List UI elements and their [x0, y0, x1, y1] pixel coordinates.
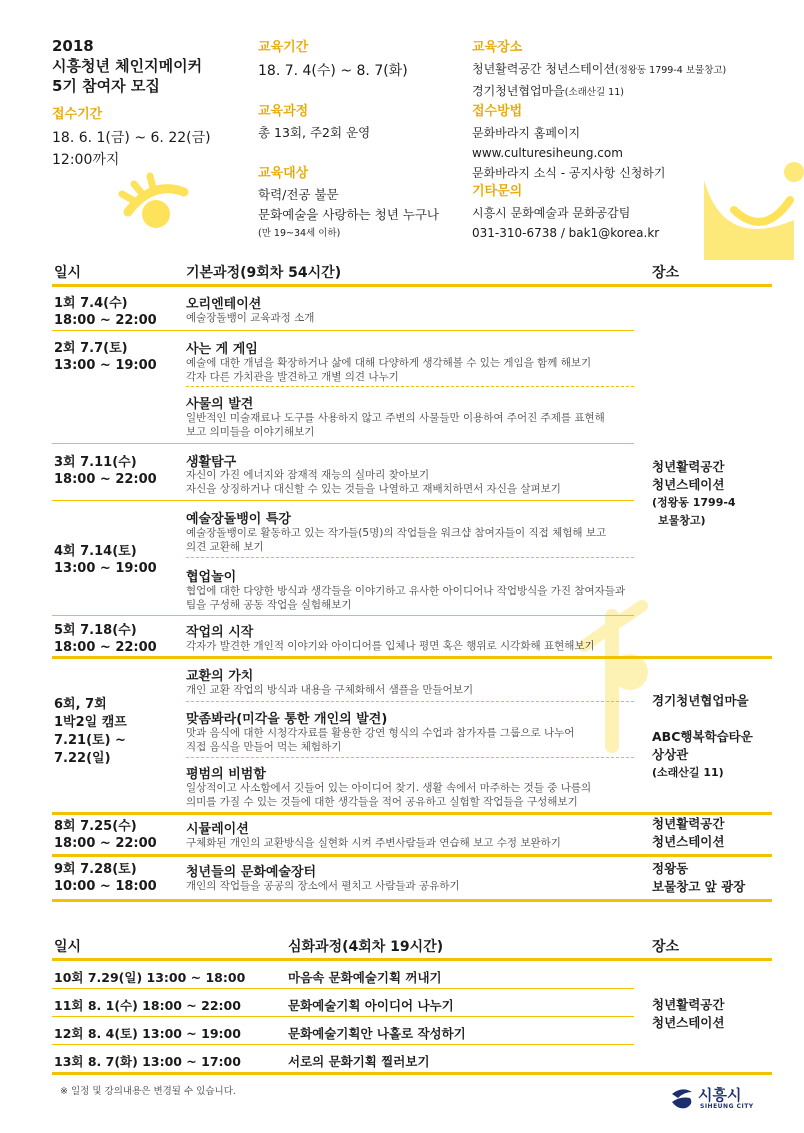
session-4-date: [54, 543, 157, 577]
basic-bottom-rule: [52, 899, 772, 902]
place-youth-station: [652, 458, 736, 530]
apply-method-label: 접수방법: [472, 104, 523, 119]
session-4-desc: [186, 526, 606, 554]
adv-place-line1: 청년활력공간: [652, 997, 725, 1012]
session-9-time: 10:00 ~ 18:00: [54, 879, 157, 894]
session-5-title: 작업의 시작: [186, 625, 254, 640]
place-2-line2: ABC행복학습타운: [652, 729, 753, 744]
edu-target-age: (만 19~34세 이하): [258, 228, 341, 239]
basic-col-place: 장소: [652, 265, 680, 281]
adv-session-11-title: 문화예술기획 아이디어 나누기: [288, 998, 454, 1013]
reception-label: 접수기간: [52, 107, 103, 122]
adv-session-13-title: 서로의 문화기획 찔러보기: [288, 1054, 430, 1069]
inquiry-label: 기타문의: [472, 184, 523, 199]
session-4b-desc-line1: 협업에 대한 다양한 방식과 생각들을 이야기하고 유사한 아이디어나 작업방식을 가진 참여자들과: [186, 585, 626, 597]
session-3-day: 3회 7.11(수): [54, 455, 137, 470]
session-6-desc: 개인 교환 작업의 방식과 내용을 구체화해서 샘플을 만들어보기: [186, 684, 474, 696]
session-8-day: 8회 7.25(수): [54, 819, 137, 834]
advanced-col-date: 일시: [54, 939, 82, 955]
session-4-time: 13:00 ~ 19:00: [54, 561, 157, 576]
section-divider: [52, 656, 772, 659]
session-6c-desc-line1: 일상적이고 사소함에서 깃들어 있는 아이디어 찾기. 생활 속에서 마주하는 것들 중 나름의: [186, 782, 592, 794]
session-4-day: 4회 7.14(토): [54, 544, 137, 559]
adv-session-11-date: 11회 8. 1(수) 18:00 ~ 22:00: [54, 998, 241, 1013]
sub-divider: [186, 557, 634, 558]
apply-method: [472, 100, 665, 183]
session-2-desc-line2: 각자 다른 가치관을 발견하고 개별 의견 나누기: [186, 371, 399, 383]
advanced-header-rule: [52, 958, 772, 961]
session-1-day: 1회 7.4(수): [54, 296, 128, 311]
row-divider: [52, 500, 634, 501]
session-4-desc-line2: 의견 교환해 보기: [186, 541, 264, 553]
edu-place-2-addr: (소래산길 11): [564, 87, 624, 98]
row-divider: [52, 330, 634, 331]
poster-title: [52, 36, 202, 96]
edu-place-label: 교육장소: [472, 40, 523, 55]
session-2-time: 13:00 ~ 19:00: [54, 358, 157, 373]
inquiry-line1: 시흥시 문화예술과 문화공감팀: [472, 206, 631, 220]
section-divider: [52, 854, 772, 857]
session-2b-desc: [186, 411, 605, 439]
session-6b-title: 맞좀봐라(미각을 통한 개인의 발견): [186, 712, 388, 727]
place-4-line2: 보물창고 앞 광장: [652, 879, 746, 894]
logo-text: 시흥시: [698, 1086, 742, 1104]
advanced-bottom-rule: [52, 1072, 772, 1075]
edu-course-label: 교육과정: [258, 104, 309, 119]
session-2-desc-line1: 예술에 대한 개념을 확장하거나 삶에 대해 다양하게 생각해볼 수 있는 게임을 함께 해보기: [186, 357, 592, 369]
session-2-title: 사는 게 게임: [186, 342, 258, 357]
place-4-line1: 정왕동: [652, 861, 689, 876]
basic-col-course: 기본과정(9회차 54시간): [186, 265, 342, 281]
smile-deco-icon: [694, 150, 804, 260]
place-1-line2: 청년스테이션: [652, 477, 725, 492]
session-9-date: [54, 861, 157, 895]
reception-deadline: 12:00까지: [52, 152, 120, 168]
edu-place-1: 청년활력공간 청년스테이션: [472, 62, 615, 76]
adv-place-line2: 청년스테이션: [652, 1015, 725, 1030]
edu-period-label: 교육기간: [258, 40, 309, 55]
title-program: 시흥청년 체인지메이커: [52, 57, 203, 75]
session-8-title: 시뮬레이션: [186, 822, 249, 837]
session-9-desc: 개인의 작업들을 공공의 장소에서 펼치고 사람들과 공유하기: [186, 880, 460, 892]
apply-method-line1: 문화바라지 홈페이지: [472, 126, 581, 140]
advanced-col-place: 장소: [652, 939, 680, 955]
place-2-line3: 상상관: [652, 747, 689, 762]
inquiry: [472, 180, 659, 243]
session-5-day: 5회 7.18(수): [54, 623, 137, 638]
session-4b-title: 협업놀이: [186, 570, 237, 585]
session-2b-desc-line2: 보고 의미들을 이야기해보기: [186, 426, 315, 438]
title-year: 2018: [52, 37, 94, 55]
edu-target-label: 교육대상: [258, 166, 309, 181]
edu-course: [258, 100, 370, 143]
session-6-7-end: 7.22(일): [54, 751, 111, 766]
place-cooperation-village: [652, 692, 753, 782]
title-recruit: 5기 참여자 모집: [52, 77, 160, 95]
apply-method-url: www.culturesiheung.com: [472, 146, 623, 160]
adv-session-12-title: 문화예술기획안 나홀로 작성하기: [288, 1026, 466, 1041]
session-9-title: 청년들의 문화예술장터: [186, 865, 317, 880]
row-divider: [52, 615, 634, 616]
adv-session-10-title: 마음속 문화예술기획 꺼내기: [288, 970, 442, 985]
eye-deco-icon: [118, 172, 202, 244]
session-5-desc: 각자가 발견한 개인적 이야기와 아이디어를 입체나 평면 혹은 행위로 시각화해 표현해보기: [186, 640, 595, 652]
session-6c-desc: [186, 781, 591, 809]
adv-session-12-date: 12회 8. 4(토) 13:00 ~ 19:00: [54, 1026, 241, 1041]
adv-session-10-date: 10회 7.29(일) 13:00 ~ 18:00: [54, 970, 246, 985]
session-3-title: 생활탐구: [186, 455, 237, 470]
session-6b-desc: [186, 726, 574, 754]
schedule-change-note: ※ 일정 및 강의내용은 변경될 수 있습니다.: [60, 1086, 236, 1097]
session-2b-title: 사물의 발견: [186, 397, 254, 412]
basic-col-date: 일시: [54, 265, 82, 281]
session-8-time: 18:00 ~ 22:00: [54, 836, 157, 851]
edu-place-2: 경기청년협업마을: [472, 84, 565, 98]
place-youth-station-2: [652, 815, 724, 851]
place-1-line4: 보물창고): [658, 514, 706, 527]
inquiry-contact: 031-310-6738 / bak1@korea.kr: [472, 226, 660, 240]
session-1-title: 오리엔테이션: [186, 297, 262, 312]
place-1-line1: 청년활력공간: [652, 459, 725, 474]
session-5-time: 18:00 ~ 22:00: [54, 640, 157, 655]
place-1-line3: (정왕동 1799-4: [652, 496, 736, 509]
session-3-desc-line2: 자신을 상징하거나 대신할 수 있는 것들을 나열하고 재배치하면서 자신을 살펴보기: [186, 483, 561, 495]
session-2-desc: [186, 356, 591, 384]
session-5-date: [54, 622, 157, 656]
session-6-7-start: 7.21(토) ~: [54, 733, 126, 748]
session-1-time: 18:00 ~ 22:00: [54, 313, 157, 328]
sub-divider: [186, 701, 634, 702]
row-divider: [52, 1044, 634, 1045]
adv-session-13-date: 13회 8. 7(화) 13:00 ~ 17:00: [54, 1054, 241, 1069]
session-3-desc: [186, 468, 561, 496]
session-6-7-date: [54, 696, 127, 768]
session-6b-desc-line1: 맛과 음식에 대한 시청각자료를 활용한 강연 형식의 수업과 참가자를 그룹으로 나누어: [186, 727, 575, 739]
sub-divider: [186, 386, 634, 387]
session-6-7-camp: 1박2일 캠프: [54, 715, 127, 730]
basic-header-rule: [52, 284, 772, 287]
place-plaza: [652, 860, 745, 896]
place-3-line1: 청년활력공간: [652, 816, 725, 831]
session-4-desc-line1: 예술장돌뱅이로 활동하고 있는 작가들(5명)의 작업들을 워크샵 참여자들이 직접 체험해 보고: [186, 527, 607, 539]
edu-period: [258, 36, 408, 81]
advanced-col-course: 심화과정(4회차 19시간): [288, 939, 444, 955]
session-3-time: 18:00 ~ 22:00: [54, 472, 157, 487]
session-6c-title: 평범의 비범함: [186, 767, 266, 782]
edu-target-line1: 학력/전공 불문: [258, 187, 339, 202]
session-2b-desc-line1: 일반적인 미술재료나 도구를 사용하지 않고 주변의 사물들만 이용하여 주어진 주제를 표현해: [186, 412, 605, 424]
session-1-date: [54, 295, 157, 329]
logo-subtext: SIHEUNG CITY: [700, 1103, 754, 1110]
row-divider: [52, 443, 634, 444]
apply-method-line3: 문화바라지 소식 - 공지사항 신청하기: [472, 166, 666, 180]
edu-target: [258, 162, 439, 239]
session-2-date: [54, 340, 157, 374]
sub-divider: [186, 757, 634, 758]
session-4b-desc-line2: 팀을 구성해 공동 작업을 실험해보기: [186, 599, 352, 611]
session-1-desc: 예술장돌뱅이 교육과정 소개: [186, 312, 315, 324]
session-8-desc: 구체화된 개인의 교환방식을 실현화 시켜 주변사람들과 연습해 보고 수정 보완하기: [186, 837, 561, 849]
advanced-place: [652, 996, 724, 1032]
place-2-line1: 경기청년협업마을: [652, 693, 749, 708]
session-6-7-label: 6회, 7회: [54, 697, 107, 712]
session-6b-desc-line2: 직접 음식을 만들어 먹는 체험하기: [186, 741, 342, 753]
row-divider: [52, 1016, 634, 1017]
siheung-logo: [668, 1082, 768, 1116]
session-8-date: [54, 818, 157, 852]
edu-place: [472, 36, 726, 103]
edu-place-1-addr: (정왕동 1799-4 보물창고): [614, 65, 727, 76]
edu-target-line2: 문화예술을 사랑하는 청년 누구나: [258, 207, 439, 222]
session-4b-desc: [186, 584, 625, 612]
row-divider: [52, 988, 634, 989]
session-6-title: 교환의 가치: [186, 669, 254, 684]
session-3-date: [54, 454, 157, 488]
place-3-line2: 청년스테이션: [652, 834, 725, 849]
reception-period: [52, 103, 211, 170]
edu-course-value: 총 13회, 주2회 운영: [258, 125, 371, 140]
session-2-day: 2회 7.7(토): [54, 341, 128, 356]
reception-dates: 18. 6. 1(금) ~ 6. 22(금): [52, 130, 211, 146]
figure-deco-icon: [572, 596, 662, 756]
session-6c-desc-line2: 의미를 가질 수 있는 것들에 대한 생각들을 적어 공유하고 실험할 작업들을 구성해보기: [186, 796, 578, 808]
place-2-line4: (소래산길 11): [652, 766, 724, 779]
session-9-day: 9회 7.28(토): [54, 862, 137, 877]
edu-period-value: 18. 7. 4(수) ~ 8. 7(화): [258, 63, 408, 79]
siheung-emblem-icon: [668, 1084, 696, 1112]
session-3-desc-line1: 자신이 가진 에너지와 잠재적 재능의 실마리 찾아보기: [186, 469, 430, 481]
session-4-title: 예술장돌뱅이 특강: [186, 512, 291, 527]
